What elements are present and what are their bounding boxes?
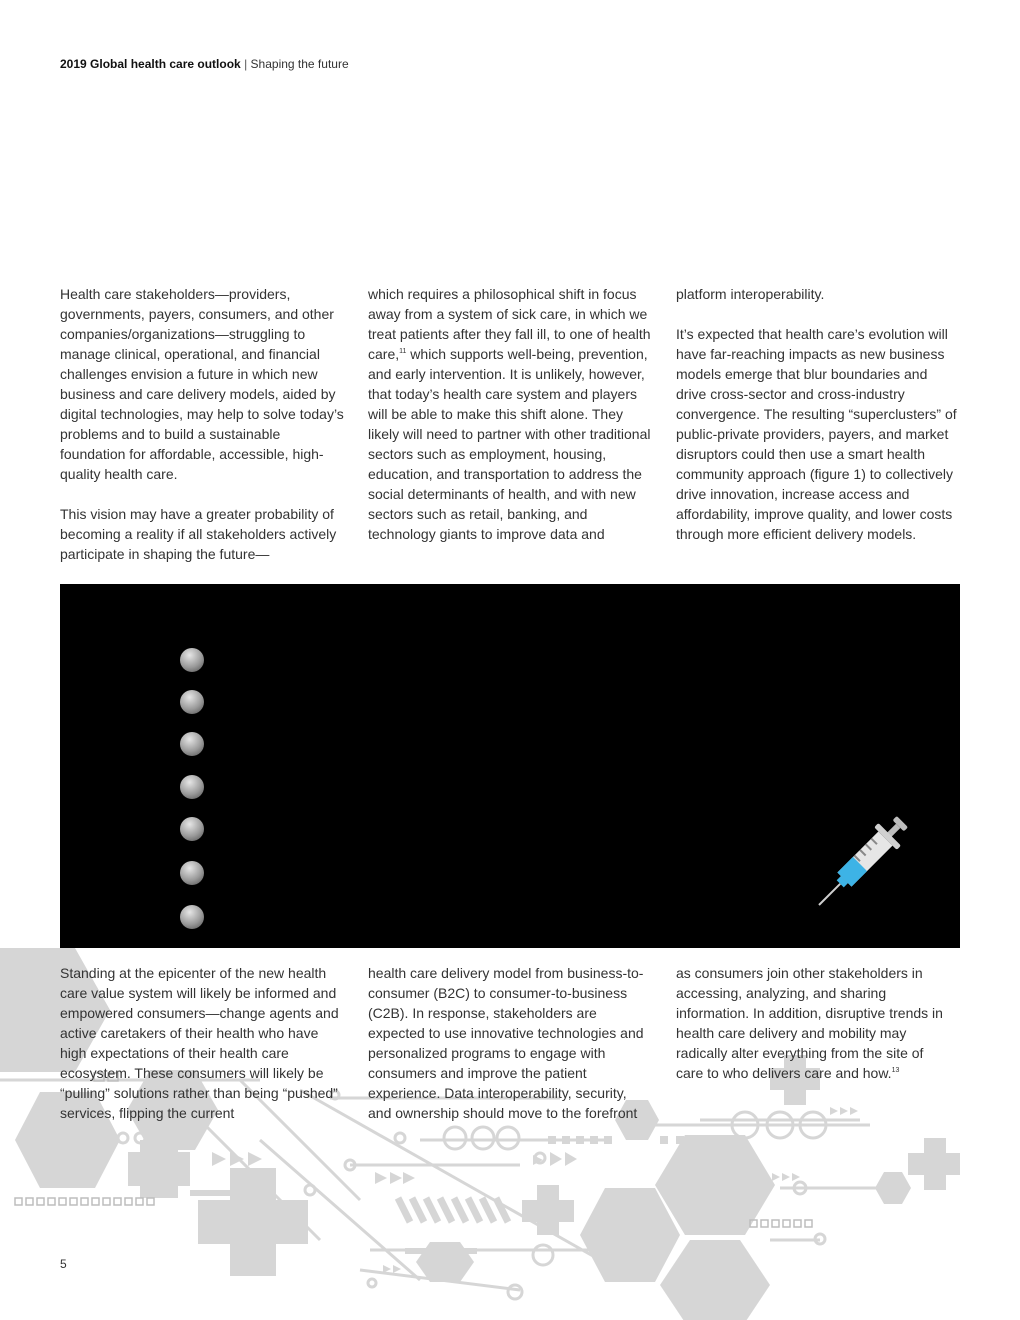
plus-shape xyxy=(128,1152,190,1186)
sphere-bullet-icon xyxy=(180,648,204,672)
sphere-bullet-icon xyxy=(180,732,204,756)
page-number: 5 xyxy=(60,1257,67,1271)
bottom-column-3 xyxy=(676,963,946,1083)
hexagon-shape xyxy=(580,1188,680,1282)
header-title: 2019 Global health care outlook xyxy=(60,57,241,71)
text-run: which supports well-being, prevention, and early intervention. It is unlikely, however, that today’s health care system and players will be able to make this shift alone. They likely will need to partner with other traditional sectors such as employment, housing, education, and transportation to address the social determinants of health, and with new sectors such as retail, banking, and technology giants to improve data and xyxy=(368,346,651,542)
top-column-3 xyxy=(676,284,961,544)
plus-shape xyxy=(198,1200,308,1244)
running-header xyxy=(60,57,349,71)
paragraph: This vision may have a greater probability of becoming a reality if all stakeholders actively participate in shaping the future— xyxy=(60,506,337,562)
footnote-ref[interactable]: 13 xyxy=(891,1067,900,1074)
sphere-bullet-icon xyxy=(180,905,204,929)
footnote-ref[interactable]: 11 xyxy=(399,348,407,355)
paragraph xyxy=(676,963,946,1083)
sphere-bullet-icon xyxy=(180,817,204,841)
sphere-bullet-icon xyxy=(180,775,204,799)
paragraph xyxy=(368,284,653,544)
bottom-column-2 xyxy=(368,963,653,1123)
hexagon-shape xyxy=(875,1172,911,1204)
paragraph: platform interoperability. xyxy=(676,286,825,302)
top-column-1 xyxy=(60,284,345,564)
bottom-column-1 xyxy=(60,963,345,1123)
paragraph: Standing at the epicenter of the new health care value system will likely be informed and empowered consumers—change agents and active caretakers of their health who have high expectations of their health care ecosystem. These consumers will likely be “pulling” solutions rather than being “pushed” services, flipping the current xyxy=(60,965,339,1121)
plus-shape xyxy=(908,1153,960,1175)
figure-1-graphic xyxy=(60,584,960,948)
header-subtitle: Shaping the future xyxy=(250,57,349,71)
paragraph: health care delivery model from business-to-consumer (B2C) to consumer-to-business (C2B). In response, stakeholders are expected to use innovative technologies and personalized programs to engage with consumers and improve the patient experience. Data interoperability, security, and ownership should move to the forefront xyxy=(368,965,644,1121)
sphere-bullet-icon xyxy=(180,690,204,714)
sphere-bullet-icon xyxy=(180,861,204,885)
syringe-icon xyxy=(800,804,920,924)
paragraph: Health care stakeholders—providers, governments, payers, consumers, and other companies/organizations—struggling to manage clinical, operational, and financial challenges envision a future in which new business and care delivery models, aided by digital technologies, may help to solve today’s problems and to build a sustainable foundation for affordable, accessible, high-quality health care. xyxy=(60,286,344,482)
header-separator: | xyxy=(244,57,248,71)
text-run: as consumers join other stakeholders in accessing, analyzing, and sharing information. In addition, disruptive trends in health care delivery and mobility may radically alter everything from the site of care to who delivers care and how. xyxy=(676,965,943,1081)
text-run: which requires a philosophical shift in focus away from a system of sick care, in which we treat patients after they fall ill, to one of health care, xyxy=(368,286,651,362)
hexagon-shape xyxy=(660,1240,770,1320)
paragraph: It’s expected that health care’s evolution will have far-reaching impacts as new business models emerge that blur boundaries and drive cross-sector and cross-industry convergence. The resulting “superclusters” of public-private providers, payers, and market disruptors could then use a smart health community approach (figure 1) to collectively drive innovation, increase access and affordability, improve quality, and lower costs through more efficient delivery models. xyxy=(676,326,957,542)
top-column-2 xyxy=(368,284,653,544)
